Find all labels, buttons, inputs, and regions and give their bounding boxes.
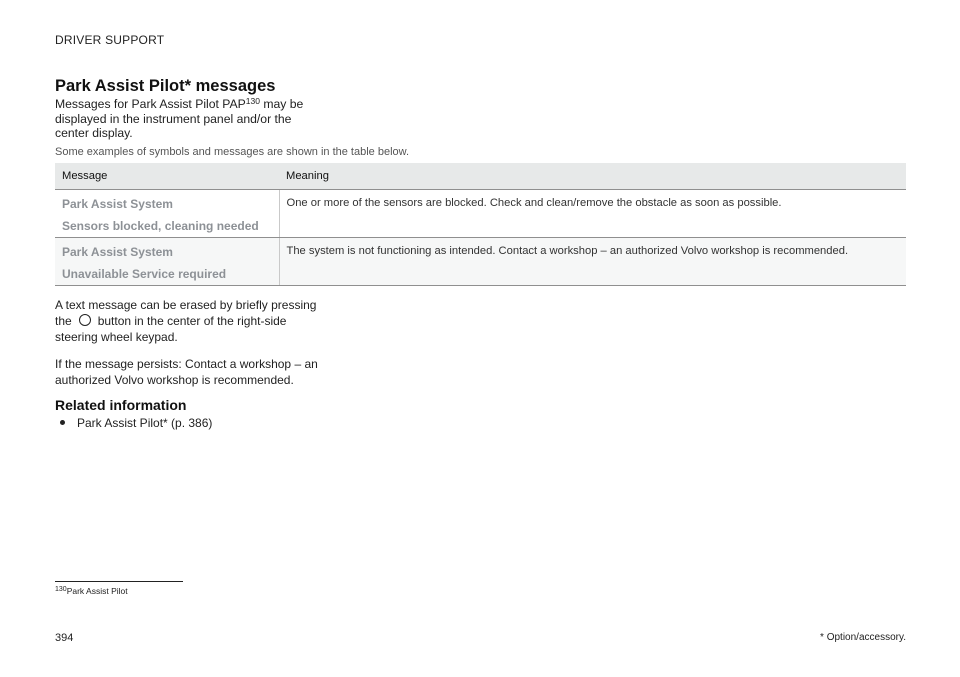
intro-text-before: Messages for Park Assist Pilot PAP xyxy=(55,97,246,111)
message-cell xyxy=(55,189,279,237)
message-line-system: Park Assist System xyxy=(62,196,173,211)
messages-table xyxy=(55,163,906,286)
meaning-cell: The system is not functioning as intended. Contact a workshop – an authorized Volvo workshop is recommended. xyxy=(279,237,906,285)
footnote xyxy=(55,586,128,596)
page-number: 394 xyxy=(55,632,74,644)
circle-button-icon xyxy=(79,314,91,326)
option-accessory-note: * Option/accessory. xyxy=(820,632,906,643)
page-title: Park Assist Pilot* messages xyxy=(55,77,276,95)
related-information-list xyxy=(55,415,212,431)
footnote-reference[interactable]: 130 xyxy=(245,96,260,106)
message-line-system: Park Assist System xyxy=(62,244,173,259)
intro-paragraph xyxy=(55,97,320,141)
message-line-detail: Unavailable Service required xyxy=(62,266,227,281)
message-cell xyxy=(55,237,279,285)
table-row xyxy=(55,189,906,237)
intro-text-after: may be displayed in the instrument panel and/or the center display. xyxy=(55,97,304,140)
footnote-divider xyxy=(55,581,183,582)
related-information-heading: Related information xyxy=(55,397,187,413)
erase-message-paragraph xyxy=(55,297,330,345)
message-line-detail: Sensors blocked, cleaning needed xyxy=(62,218,259,233)
related-link-park-assist-pilot[interactable]: Park Assist Pilot* (p. 386) xyxy=(55,415,212,431)
persist-message-paragraph: If the message persists: Contact a workshop – an authorized Volvo workshop is recommended. xyxy=(55,357,318,387)
examples-caption: Some examples of symbols and messages are shown in the table below. xyxy=(55,146,410,158)
table-row xyxy=(55,237,906,285)
meaning-cell: One or more of the sensors are blocked. Check and clean/remove the obstacle as soon as possible. xyxy=(279,189,906,237)
footnote-number: 130 xyxy=(55,586,67,593)
erase-text-before: A text message can be erased by briefly pressing the xyxy=(55,298,317,328)
section-header: DRIVER SUPPORT xyxy=(55,33,165,47)
erase-text-after: button in the center of the right-side steering wheel keypad. xyxy=(55,314,287,344)
table-header-row xyxy=(55,163,906,189)
column-header-message: Message xyxy=(55,163,279,189)
column-header-meaning: Meaning xyxy=(279,163,906,189)
footnote-text: Park Assist Pilot xyxy=(66,586,128,596)
